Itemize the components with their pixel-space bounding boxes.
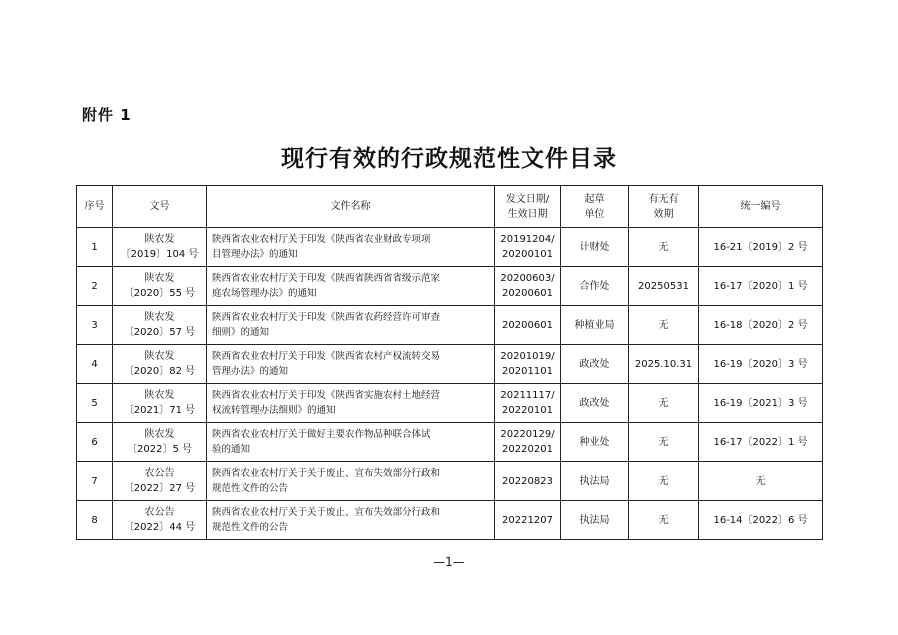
header-seq: 序号 [77, 186, 113, 228]
cell-doc-no-line: 陕农发 [144, 312, 175, 323]
cell-doc-name-line: 陕西省农业农村厅关于印发《陕西省农业财政专项项 [212, 234, 431, 245]
cell-doc-name [207, 345, 495, 384]
cell-drafter: 执法局 [561, 501, 629, 540]
cell-doc-name-line: 权流转管理办法细则》的通知 [212, 405, 336, 416]
header-validity-line: 有无有 [648, 193, 679, 205]
attachment-label: 附件 1 [82, 106, 132, 124]
cell-doc-name-line: 庭农场管理办法》的通知 [212, 288, 317, 299]
cell-date-line: 20200603/ [500, 273, 555, 284]
header-drafter [561, 186, 629, 228]
cell-seq: 1 [77, 228, 113, 267]
cell-doc-name-line: 规范性文件的公告 [212, 483, 289, 494]
cell-doc-no-line: 陕农发 [144, 351, 175, 362]
page-number: —1— [433, 555, 465, 569]
table-row [77, 345, 823, 384]
cell-seq: 8 [77, 501, 113, 540]
table-row [77, 501, 823, 540]
cell-doc-no-line: 〔2019〕104 号 [120, 249, 199, 260]
cell-doc-no-line: 陕农发 [144, 390, 175, 401]
catalog-body [77, 228, 823, 540]
cell-date-line: 20220101 [502, 405, 553, 416]
cell-unified-no: 16-19〔2020〕3 号 [699, 345, 823, 384]
cell-date-line: 20221207 [502, 514, 553, 526]
cell-doc-no-line: 〔2022〕27 号 [123, 483, 196, 494]
cell-validity: 无 [629, 501, 699, 540]
cell-doc-no [113, 462, 207, 501]
cell-doc-no-line: 〔2020〕57 号 [123, 327, 196, 338]
cell-date [495, 228, 561, 267]
cell-date [495, 384, 561, 423]
cell-date-line: 20220201 [502, 444, 553, 455]
cell-doc-no-line: 陕农发 [144, 273, 175, 284]
cell-unified-no: 16-17〔2022〕1 号 [699, 423, 823, 462]
document-catalog-table [76, 185, 823, 540]
cell-doc-no [113, 501, 207, 540]
cell-doc-no [113, 345, 207, 384]
cell-date-line: 20220129/ [500, 429, 555, 440]
header-unified-no: 统一编号 [699, 186, 823, 228]
cell-date-line: 20220823 [502, 475, 553, 487]
cell-drafter: 种业处 [561, 423, 629, 462]
cell-date [495, 501, 561, 540]
cell-doc-no [113, 384, 207, 423]
cell-drafter: 政改处 [561, 345, 629, 384]
cell-unified-no: 16-18〔2020〕2 号 [699, 306, 823, 345]
cell-doc-no-line: 〔2022〕5 号 [127, 444, 192, 455]
header-doc-name: 文件名称 [207, 186, 495, 228]
cell-drafter: 政改处 [561, 384, 629, 423]
table-row [77, 423, 823, 462]
cell-doc-no [113, 306, 207, 345]
cell-unified-no: 16-21〔2019〕2 号 [699, 228, 823, 267]
cell-unified-no: 16-19〔2021〕3 号 [699, 384, 823, 423]
cell-doc-name-line: 陕西省农业农村厅关于关于废止、宣布失效部分行政和 [212, 507, 441, 518]
cell-seq: 7 [77, 462, 113, 501]
table-row [77, 384, 823, 423]
cell-doc-name-line: 验的通知 [212, 444, 251, 455]
cell-doc-name [207, 306, 495, 345]
cell-seq: 4 [77, 345, 113, 384]
cell-doc-name-line: 规范性文件的公告 [212, 522, 289, 533]
cell-validity: 无 [629, 306, 699, 345]
cell-doc-name-line: 细则》的通知 [212, 327, 270, 338]
table-row [77, 306, 823, 345]
cell-doc-name-line: 陕西省农业农村厅关于印发《陕西省农药经营许可审查 [212, 312, 441, 323]
header-drafter-line: 起草 [584, 193, 605, 205]
cell-doc-no-line: 农公告 [144, 507, 175, 518]
header-row [77, 186, 823, 228]
cell-seq: 6 [77, 423, 113, 462]
header-validity [629, 186, 699, 228]
cell-doc-no [113, 267, 207, 306]
cell-doc-name-line: 目管理办法》的通知 [212, 249, 298, 260]
header-date-line: 生效日期 [507, 208, 548, 220]
table-row [77, 228, 823, 267]
table-row [77, 462, 823, 501]
cell-doc-no-line: 陕农发 [144, 234, 175, 245]
cell-drafter: 合作处 [561, 267, 629, 306]
cell-doc-name [207, 501, 495, 540]
cell-doc-no-line: 陕农发 [144, 429, 175, 440]
cell-validity: 2025.10.31 [629, 345, 699, 384]
cell-doc-name-line: 陕西省农业农村厅关于印发《陕西省陕西省省级示范家 [212, 273, 441, 284]
cell-doc-no-line: 〔2021〕71 号 [123, 405, 196, 416]
cell-doc-name-line: 管理办法》的通知 [212, 366, 289, 377]
cell-unified-no: 无 [699, 462, 823, 501]
cell-doc-name [207, 462, 495, 501]
cell-seq: 5 [77, 384, 113, 423]
header-date [495, 186, 561, 228]
cell-validity: 无 [629, 423, 699, 462]
cell-doc-no [113, 228, 207, 267]
cell-date [495, 423, 561, 462]
cell-date [495, 267, 561, 306]
cell-doc-name [207, 384, 495, 423]
cell-doc-name [207, 228, 495, 267]
header-doc-no: 文号 [113, 186, 207, 228]
cell-date-line: 20201019/ [500, 351, 555, 362]
cell-doc-name [207, 267, 495, 306]
cell-doc-no-line: 〔2020〕82 号 [123, 366, 196, 377]
table-row [77, 267, 823, 306]
cell-doc-name-line: 陕西省农业农村厅关于做好主要农作物品种联合体试 [212, 429, 431, 440]
cell-doc-name-line: 陕西省农业农村厅关于印发《陕西省实施农村土地经营 [212, 390, 441, 401]
cell-date-line: 20200601 [502, 288, 553, 299]
cell-date [495, 306, 561, 345]
cell-doc-no-line: 〔2022〕44 号 [123, 522, 196, 533]
cell-date-line: 20200601 [502, 319, 553, 331]
cell-drafter: 执法局 [561, 462, 629, 501]
cell-validity: 无 [629, 384, 699, 423]
cell-validity: 无 [629, 462, 699, 501]
cell-doc-name-line: 陕西省农业农村厅关于关于废止、宣布失效部分行政和 [212, 468, 441, 479]
cell-doc-no [113, 423, 207, 462]
cell-date [495, 462, 561, 501]
cell-date-line: 20200101 [502, 249, 553, 260]
cell-validity: 20250531 [629, 267, 699, 306]
header-validity-line: 效期 [653, 208, 674, 220]
cell-seq: 2 [77, 267, 113, 306]
cell-unified-no: 16-14〔2022〕6 号 [699, 501, 823, 540]
cell-drafter: 种植业局 [561, 306, 629, 345]
cell-doc-no-line: 〔2020〕55 号 [123, 288, 196, 299]
cell-doc-no-line: 农公告 [144, 468, 175, 479]
cell-validity: 无 [629, 228, 699, 267]
cell-drafter: 计财处 [561, 228, 629, 267]
cell-doc-name [207, 423, 495, 462]
cell-date-line: 20191204/ [500, 234, 555, 245]
cell-seq: 3 [77, 306, 113, 345]
cell-unified-no: 16-17〔2020〕1 号 [699, 267, 823, 306]
header-date-line: 发文日期/ [505, 193, 550, 205]
cell-date [495, 345, 561, 384]
cell-date-line: 20201101 [502, 366, 553, 377]
page-title: 现行有效的行政规范性文件目录 [281, 145, 617, 172]
cell-doc-name-line: 陕西省农业农村厅关于印发《陕西省农村产权流转交易 [212, 351, 441, 362]
header-drafter-line: 单位 [584, 208, 605, 220]
cell-date-line: 20211117/ [500, 390, 555, 401]
